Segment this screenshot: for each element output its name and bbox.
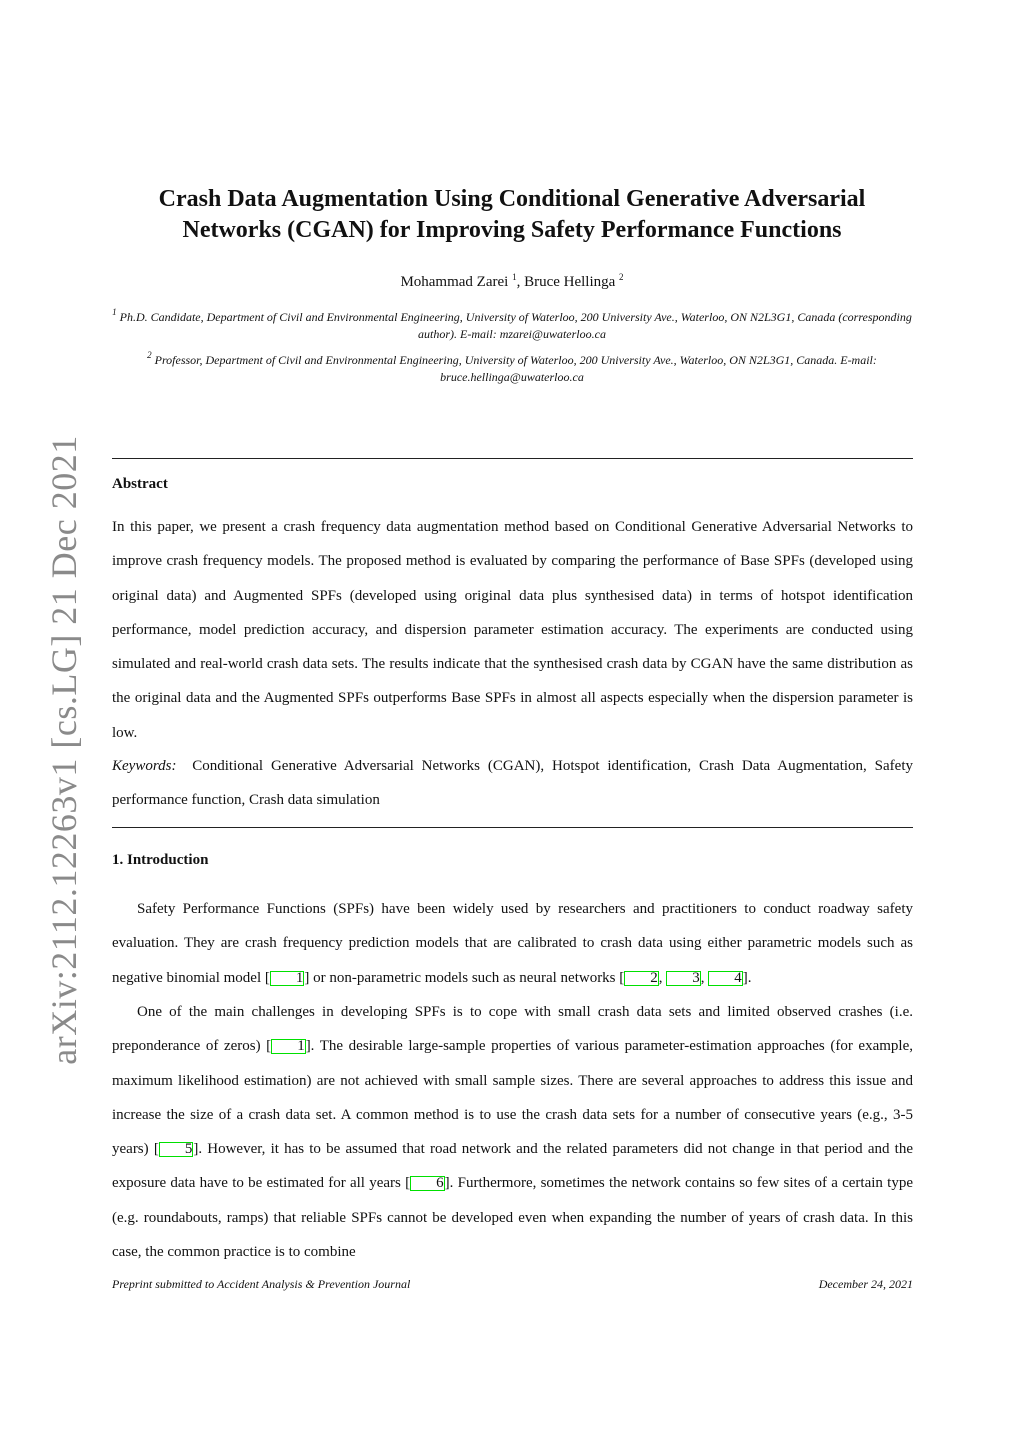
affiliation-mark: 1 [512,272,517,282]
affiliation-2 [112,347,912,386]
keywords [112,749,913,818]
affiliation-text: Professor, Department of Civil and Environmental Engineering, University of Waterloo, 200 University Ave., Waterloo, ON N2L3G1, Canada. E-mail: bruce.hellinga@uwaterloo.ca [154,353,877,384]
citation-link[interactable]: 1 [271,1039,306,1054]
arxiv-stamp-text: arXiv:2112.12263v1 [cs.LG] 21 Dec 2021 [44,435,84,1065]
author-name: Bruce Hellinga [524,274,616,290]
abstract-heading: Abstract [112,476,168,492]
citation-link[interactable]: 1 [270,971,305,986]
section-heading-introduction: 1. Introduction [112,852,209,868]
abstract-text: In this paper, we present a crash frequency data augmentation method based on Conditional Generative Adversarial Networks to improve crash frequency models. The proposed method is evaluated by comparing the performance of Base SPFs (developed using original data) and Augmented SPFs (developed using original data plus synthesised data) in terms of hotspot identification performance, model prediction accuracy, and dispersion parameter estimation accuracy. The experiments are conducted using simulated and real-world crash data sets. The results indicate that the synthesised crash data by CGAN have the same distribution as the original data and the Augmented SPFs outperforms Base SPFs in almost all aspects especially when the dispersion parameter is low. [112,519,913,741]
keywords-label: Keywords: [112,758,177,774]
abstract-top-rule [112,458,913,459]
intro-paragraph-2: One of the main challenges in developing SPFs is to cope with small crash data sets and limited observed crashes (i.e. preponderance of zeros) [ 1]. The desirable large-sample properties of various parameter-estimation approaches (for example, maximum likelihood estimation) are not achieved with small sample sizes. There are several approaches to address this issue and increase the size of a crash data set. A common method is to use the crash data sets for a number of consecutive years (e.g., 3-5 years) [ 5]. However, it has to be assumed that road network and the related parameters did not change in that period and the exposure data have to be estimated for all years [ 6]. Furthermore, sometimes the network contains so few sites of a certain type (e.g. roundabouts, ramps) that reliable SPFs cannot be developed even when expanding the number of years of crash data. In this case, the common practice is to combine [112,1004,913,1261]
author-name: Mohammad Zarei [400,274,509,290]
affiliation-text: Ph.D. Candidate, Department of Civil and Environmental Engineering, University of Waterloo, 200 University Ave., Waterloo, ON N2L3G1, Canada (corresponding author). E-mail: mzarei@uwaterloo.ca [119,310,912,341]
affiliation-mark: 2 [147,350,152,360]
author-line [112,272,912,291]
affiliation-mark: 1 [112,307,117,317]
citation-link[interactable]: 2 [624,971,659,986]
footer-journal: Preprint submitted to Accident Analysis & Prevention Journal [112,1277,411,1291]
footer-date: December 24, 2021 [818,1277,913,1291]
citation-link[interactable]: 5 [159,1142,194,1157]
citation-link[interactable]: 4 [708,971,743,986]
author-separator: , [516,274,525,290]
affiliation-1 [112,304,912,343]
paper-title: Crash Data Augmentation Using Conditional Generative Adversarial Networks (CGAN) for Improving Safety Performance Functions [158,186,866,243]
citation-link[interactable]: 6 [410,1176,445,1191]
keywords-text: Conditional Generative Adversarial Networks (CGAN), Hotspot identification, Crash Data Augmentation, Safety performance function, Crash data simulation [112,758,914,809]
affiliation-mark: 2 [619,272,624,282]
abstract-bottom-rule [112,827,913,828]
intro-paragraph-1: Safety Performance Functions (SPFs) have been widely used by researchers and practitioners to conduct roadway safety evaluation. They are crash frequency prediction models that are calibrated to crash data using either parametric models such as negative binomial model [ 1] or non-parametric models such as neural networks [ 2, 3, 4]. [112,901,913,986]
citation-link[interactable]: 3 [666,971,701,986]
